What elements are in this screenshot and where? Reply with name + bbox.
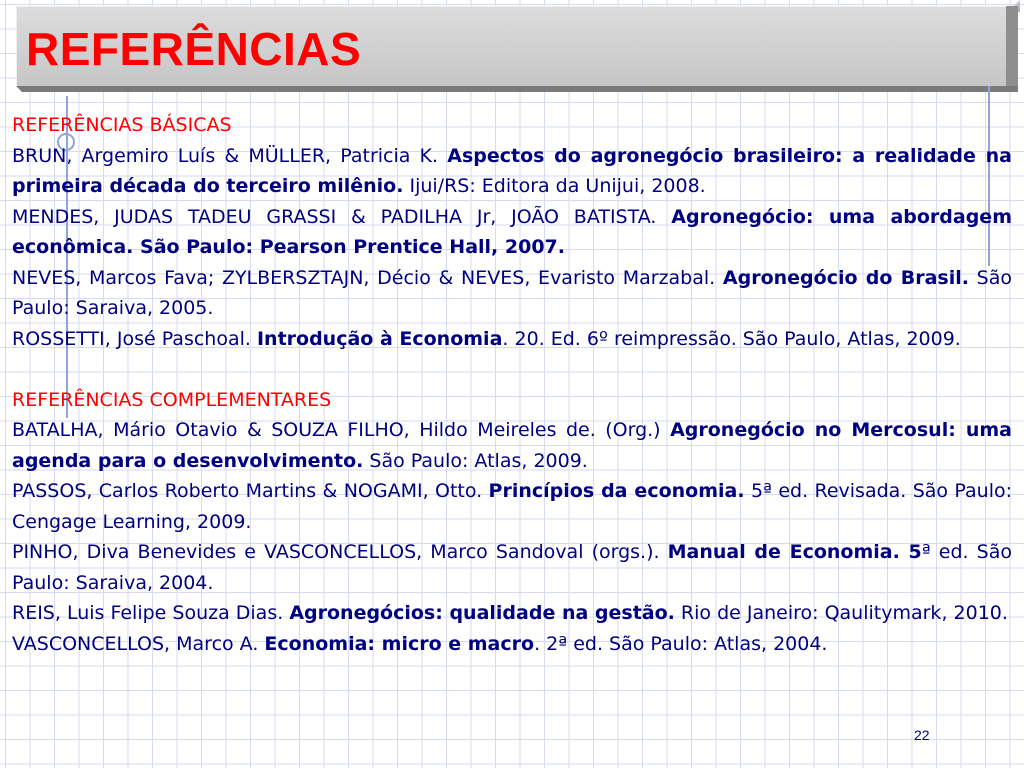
references-content <box>12 110 1012 659</box>
reference-title: Agronegócio: uma abordagem econômica. São Paulo: Pearson Prentice Hall, 2007. <box>12 205 1012 258</box>
page-number: 22 <box>914 727 930 743</box>
reference-authors: PASSOS, Carlos Roberto Martins & NOGAMI, Otto. <box>12 480 489 502</box>
reference-entry <box>12 476 1012 537</box>
reference-title: Aspectos do agronegócio brasileiro: a realidade na primeira década do terceiro milênio. <box>12 144 1012 197</box>
reference-title: Princípios da economia. <box>488 480 745 502</box>
reference-authors: NEVES, Marcos Fava; ZYLBERSZTAJN, Décio & NEVES, Evaristo Marzabal. <box>12 266 723 289</box>
slide-title: REFERÊNCIAS <box>26 23 362 75</box>
reference-authors: ROSSETTI, José Paschoal. <box>12 327 257 350</box>
reference-publication: . 2ª ed. São Paulo: Atlas, 2004. <box>534 632 828 655</box>
reference-publication: São Paulo: Saraiva, 2005. <box>12 266 1012 319</box>
reference-authors: PINHO, Diva Benevides e VASCONCELLOS, Marco Sandoval (orgs.). <box>12 541 668 563</box>
reference-title: Manual de Economia. 5 <box>667 541 922 563</box>
section-heading-basic: REFERÊNCIAS BÁSICAS <box>12 114 232 136</box>
reference-entry <box>12 324 1012 355</box>
section-heading-complementary: REFERÊNCIAS COMPLEMENTARES <box>12 388 332 411</box>
reference-title: Agronegócio do Brasil. <box>722 266 969 289</box>
reference-authors: BATALHA, Mário Otavio & SOUZA FILHO, Hildo Meireles de. (Org.) <box>12 419 671 441</box>
reference-publication: . 20. Ed. 6º reimpressão. São Paulo, Atlas, 2009. <box>502 327 961 350</box>
reference-publication: Ijui/RS: Editora da Unijui, 2008. <box>403 175 706 197</box>
reference-entry <box>12 598 1012 629</box>
reference-publication: 5ª ed. Revisada. São Paulo: Cengage Learning, 2009. <box>12 480 1012 533</box>
reference-title: Introdução à Economia <box>256 327 503 350</box>
reference-authors: REIS, Luis Felipe Souza Dias. <box>12 602 290 624</box>
reference-title: Agronegócio no Mercosul: uma agenda para o desenvolvimento. <box>12 419 1012 472</box>
reference-publication: ª ed. São Paulo: Saraiva, 2004. <box>12 541 1012 594</box>
reference-entry <box>12 141 1012 202</box>
reference-entry <box>12 415 1012 476</box>
section-spacer <box>12 354 1012 385</box>
reference-entry <box>12 202 1012 263</box>
reference-title: Agronegócios: qualidade na gestão. <box>289 602 675 624</box>
reference-title: Economia: micro e macro <box>264 632 535 655</box>
title-bar-bevel-right <box>1006 6 1018 86</box>
reference-authors: MENDES, JUDAS TADEU GRASSI & PADILHA Jr, JOÃO BATISTA. <box>12 205 672 228</box>
reference-publication: São Paulo: Atlas, 2009. <box>363 449 588 472</box>
reference-entry <box>12 629 1012 660</box>
reference-authors: VASCONCELLOS, Marco A. <box>12 632 265 655</box>
reference-authors: BRUN, Argemiro Luís & MÜLLER, Patricia K. <box>12 144 448 167</box>
title-bar-bevel-bottom <box>16 86 1018 92</box>
reference-publication: Rio de Janeiro: Qaulitymark, 2010. <box>674 602 1008 624</box>
reference-entry <box>12 263 1012 324</box>
reference-entry <box>12 537 1012 598</box>
